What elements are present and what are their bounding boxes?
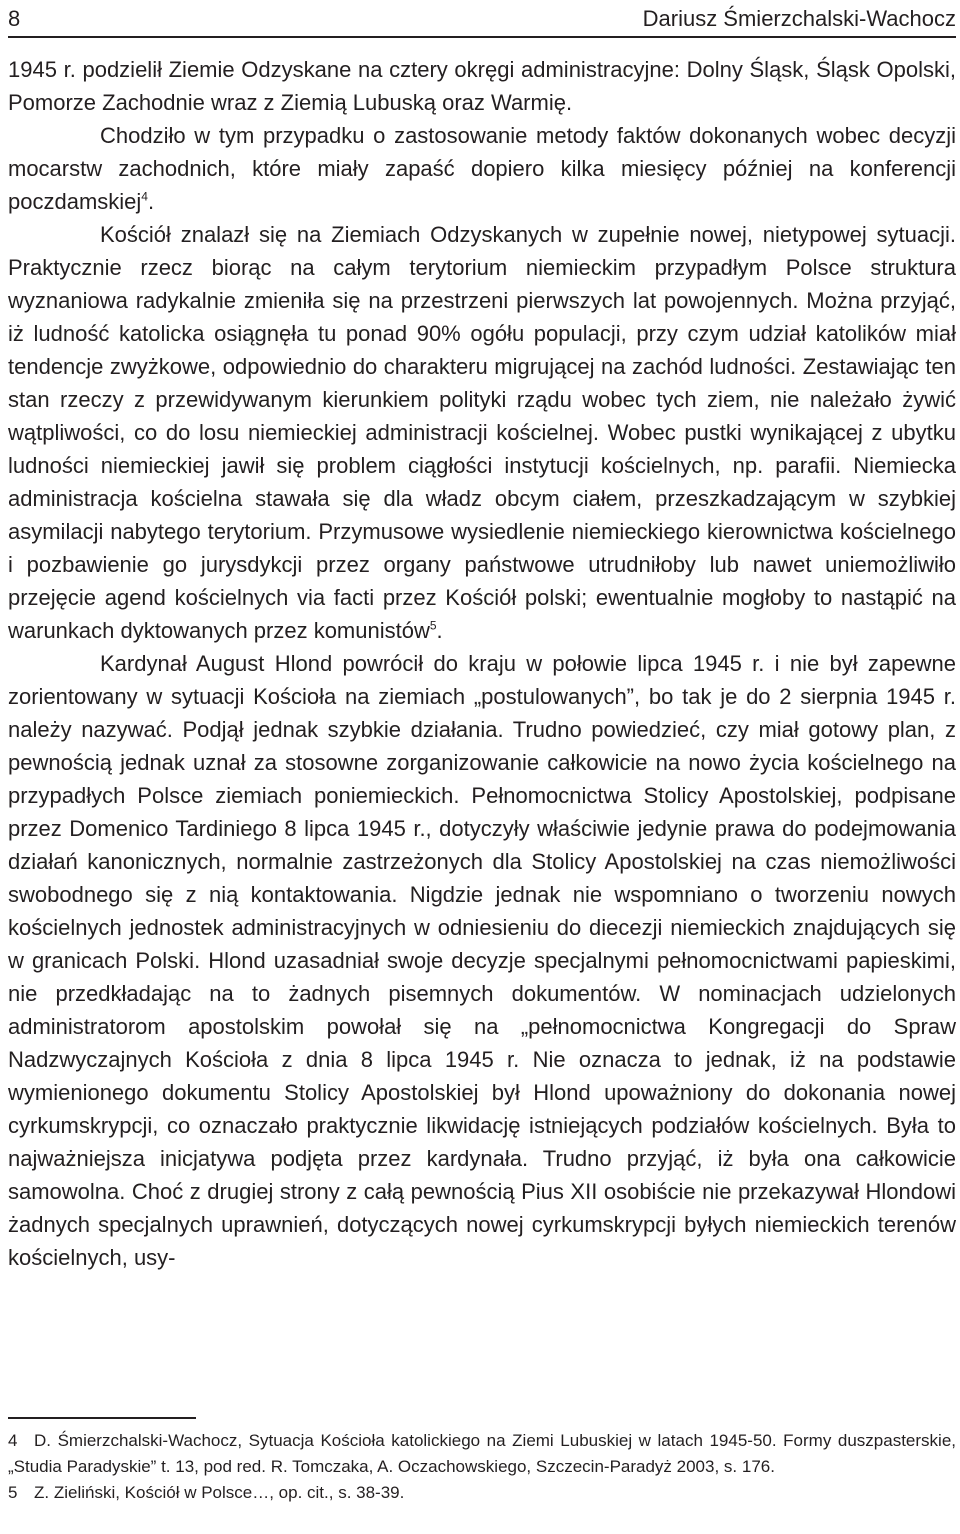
paragraph-tail: .: [436, 618, 443, 643]
paragraph: [8, 218, 956, 647]
paragraph: [8, 119, 956, 218]
footnote-text: Z. Zieliński, Kościół w Polsce…, op. cit., s. 38-39.: [34, 1483, 405, 1502]
paragraph: [8, 53, 956, 119]
paragraph-text: Chodziło w tym przypadku o zastosowanie metody faktów dokonanych wobec decyzji mocarstw zachodnich, które miały zapaść dopiero kilka miesięcy później na konferencji poczdamskiej: [8, 123, 956, 214]
footnote-number: 5: [8, 1483, 18, 1502]
footnote-ref: 4: [141, 189, 148, 204]
paragraph-tail: .: [147, 189, 155, 214]
footnote-ref: 5: [429, 618, 437, 633]
body-text: [8, 53, 956, 1274]
page-number: 8: [8, 6, 21, 31]
running-head: Dariusz Śmierzchalski-Wachocz: [642, 6, 956, 31]
paragraph-text: 1945 r. podzielił Ziemie Odzyskane na cztery okręgi administracyjne: Dolny Śląsk, Śląsk Opolski, Pomorze Zachodnie wraz z Ziemią Lubuską oraz Warmię.: [8, 57, 956, 115]
footnote: [8, 1428, 956, 1480]
footnote-text: D. Śmierzchalski-Wachocz, Sytuacja Kościoła katolickiego na Ziemi Lubuskiej w latach 1945-50. Formy duszpasterskie, „Studia Paradyskie” t. 13, pod red. R. Tomczaka, A. Oczachowskiego, Szczecin-Paradyż 2003, s. 176.: [8, 1431, 956, 1476]
paragraph-text: Kardynał August Hlond powrócił do kraju w połowie lipca 1945 r. i nie był zapewne zorientowany w sytuacji Kościoła na ziemiach „postulowanych”, bo tak je do 2 sierpnia 1945 r. należy nazywać. Podjął jednak szybkie działania. Trudno powiedzieć, czy miał gotowy plan, z pewnością jednak uznał za stosowne zorganizowanie całkowicie na nowo życia kościelnego na przypadłych Polsce ziemiach poniemieckich. Pełnomocnictwa Stolicy Apostolskiej, podpisane przez Domenico Tardiniego 8 lipca 1945 r., dotyczyły właściwie jedynie prawa do podejmowania działań kanonicznych, normalnie zastrzeżonych dla Stolicy Apostolskiej na czas niemożliwości swobodnego się z nią kontaktowania. Nigdzie jednak nie wspomniano o tworzeniu nowych kościelnych jednostek administracyjnych w odniesieniu do diecezji niemieckich znajdujących się w granicach Polski. Hlond uzasadniał swoje decyzje specjalnymi pełnomocnictwami papieskimi, nie przedkładając na to żadnych pisemnych dokumentów. W nominacjach udzielonych administratorom apostolskim powołał się na „pełnomocnictwa Kongregacji do Spraw Nadzwyczajnych Kościoła z dnia 8 lipca 1945 r. Nie oznacza to jednak, iż na podstawie wymienionego dokumentu Stolicy Apostolskiej był Hlond upoważniony do dokonania nowej cyrkumskrypcji, co oznaczało praktycznie likwidację istniejących podziałów kościelnych. Była to najważniejsza inicjatywa podjęta przez kardynała. Trudno przyjąć, iż była ona całkowicie samowolna. Choć z drugiej strony z całą pewnością Pius XII osobiście nie przekazywał Hlondowi żadnych specjalnych uprawnień, dotyczących nowej cyrkumskrypcji byłych niemieckich terenów kościelnych, usy-: [8, 651, 956, 1270]
paragraph: [8, 647, 956, 1274]
book-page: [8, 0, 956, 1534]
footnotes: [8, 1428, 956, 1506]
footnote-number: 4: [8, 1431, 18, 1450]
footnote: [8, 1480, 956, 1506]
page-header: [8, 6, 956, 38]
paragraph-text: Kościół znalazł się na Ziemiach Odzyskanych w zupełnie nowej, nietypowej sytuacji. Praktycznie rzecz biorąc na całym terytorium niemieckim przypadłym Polsce struktura wyznaniowa radykalnie zmieniła się na przestrzeni pierwszych lat powojennych. Można przyjąć, iż ludność katolicka osiągnęła tu ponad 90% ogółu populacji, przy czym udział katolików miał tendencje zwyżkowe, odpowiednio do charakteru migrującej na zachód ludności. Zestawiając ten stan rzeczy z przewidywanym kierunkiem polityki rządu wobec tych ziem, nie należało żywić wątpliwości, co do losu niemieckiej administracji kościelnej. Wobec pustki wynikającej z ubytku ludności niemieckiej jawił się problem ciągłości instytucji kościelnych, np. parafii. Niemiecka administracja kościelna stawała się dla władz obcym ciałem, przeszkadzającym w szybkiej asymilacji nabytego terytorium. Przymusowe wysiedlenie niemieckiego kierownictwa kościelnego i pozbawienie go jurysdykcji przez organy państwowe utrudniłoby lub nawet uniemożliwiło przejęcie agend kościelnych via facti przez Kościół polski; ewentualnie mogłoby to nastąpić na warunkach dyktowanych przez komunistów: [8, 222, 956, 643]
footnote-separator: [8, 1417, 196, 1419]
